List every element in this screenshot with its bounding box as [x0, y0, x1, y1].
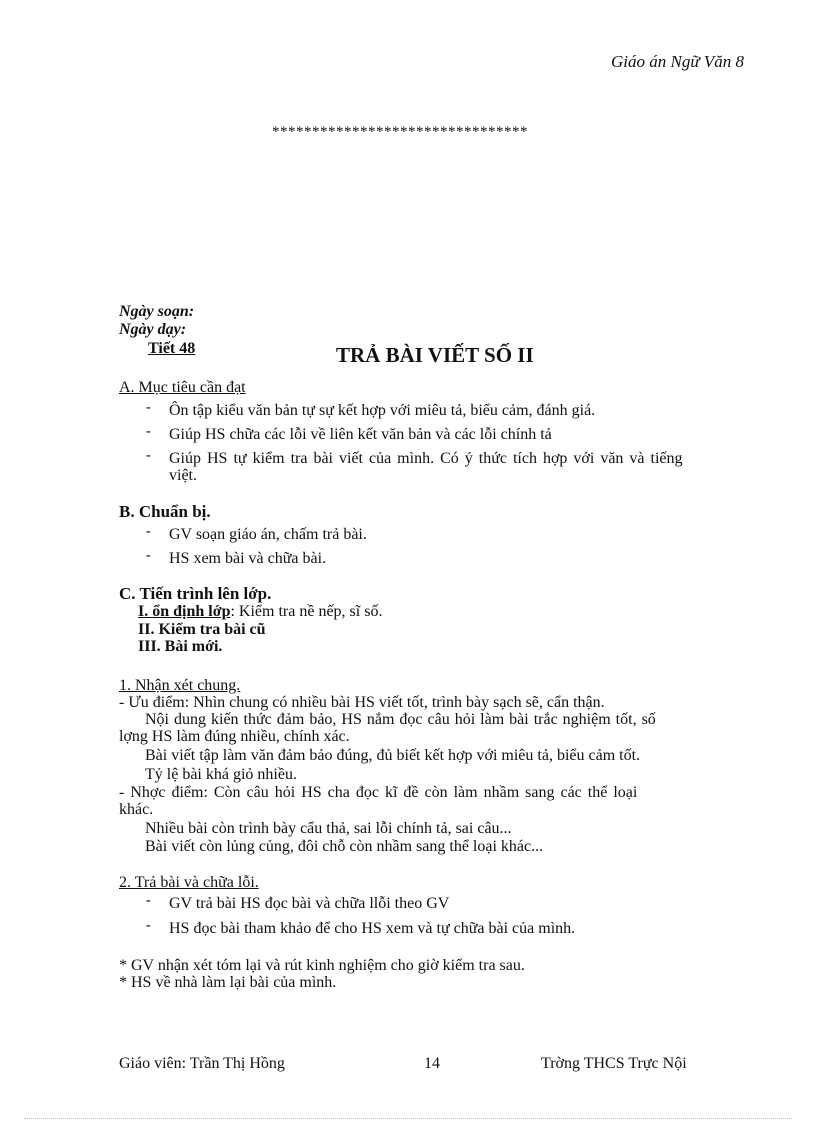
list-item: HS xem bài và chữa bài. — [169, 550, 327, 567]
text-line: - Ưu điểm: Nhìn chung có nhiều bài HS viết tốt, trình bày sạch sẽ, cẩn thận. — [119, 694, 605, 711]
bullet-dash: - — [146, 893, 151, 908]
text-line: Tỷ lệ bài khá giỏ nhiều. — [145, 766, 297, 783]
text-line: lợng HS làm đúng nhiều, chính xác. — [119, 728, 350, 745]
tiet-label: Tiết 48 — [148, 340, 196, 357]
on-dinh-lop-line — [138, 603, 382, 620]
page-bottom-divider — [24, 1118, 792, 1119]
bullet-dash: - — [146, 448, 151, 463]
footer-school: Trờng THCS Trực Nội — [541, 1055, 687, 1072]
separator-stars: ******************************** — [272, 124, 528, 140]
on-dinh-lop-text: : Kiểm tra nề nếp, sĩ số. — [230, 603, 383, 620]
list-item: Giúp HS chữa các lỗi về liên kết văn bản và các lỗi chính tả — [169, 426, 552, 443]
part2-heading: 2. Trả bài và chữa lỗi. — [119, 874, 259, 891]
on-dinh-lop-label: I. ổn định lớp — [138, 603, 231, 620]
bullet-dash: - — [146, 524, 151, 539]
section-c-heading: C. Tiến trình lên lớp. — [119, 584, 272, 603]
bai-moi: III. Bài mới. — [138, 638, 223, 655]
section-b-heading: B. Chuẩn bị. — [119, 502, 211, 521]
footer-page-number: 14 — [424, 1055, 440, 1072]
kiem-tra-bai-cu: II. Kiểm tra bài cũ — [138, 621, 266, 638]
section-a-heading: A. Mục tiêu cần đạt — [119, 379, 246, 396]
text-line: - Nhợc điểm: Còn câu hỏi HS cha đọc kĩ đề còn làm nhầm sang các thể loại — [119, 784, 638, 801]
bullet-dash: - — [146, 400, 151, 415]
page-header: Giáo án Ngữ Văn 8 — [611, 52, 744, 71]
bullet-dash: - — [146, 424, 151, 439]
list-item: Ôn tập kiểu văn bản tự sự kết hợp với miêu tả, biểu cảm, đánh giá. — [169, 402, 596, 419]
note-line: * HS về nhà làm lại bài của mình. — [119, 974, 337, 991]
footer-teacher: Giáo viên: Trần Thị Hồng — [119, 1055, 285, 1072]
list-item: GV soạn giáo án, chấm trả bài. — [169, 526, 367, 543]
bullet-dash: - — [146, 918, 151, 933]
part1-heading: 1. Nhận xét chung. — [119, 677, 241, 694]
bullet-dash: - — [146, 548, 151, 563]
text-line: Nhiều bài còn trình bày cẩu thả, sai lỗi chính tả, sai câu... — [145, 820, 512, 837]
ngay-day-label: Ngày dạy: — [119, 321, 187, 338]
text-line: Bài viết còn lủng củng, đôi chỗ còn nhầm sang thể loại khác... — [145, 838, 544, 855]
document-title: TRẢ BÀI VIẾT SỐ II — [336, 343, 534, 367]
text-line: khác. — [119, 801, 154, 818]
list-item-continuation: việt. — [169, 467, 197, 484]
list-item: GV trả bài HS đọc bài và chữa llỗi theo GV — [169, 895, 450, 912]
list-item: HS đọc bài tham khảo để cho HS xem và tự chữa bài của mình. — [169, 920, 576, 937]
list-item: Giúp HS tự kiểm tra bài viết của mình. Có ý thức tích hợp với văn và tiếng — [169, 450, 683, 467]
ngay-soan-label: Ngày soạn: — [119, 303, 195, 320]
text-line: Nội dung kiến thức đảm bảo, HS nắm đọc câu hỏi làm bài trắc nghiệm tốt, số — [145, 711, 656, 728]
note-line: * GV nhận xét tóm lại và rút kinh nghiệm cho giờ kiểm tra sau. — [119, 957, 525, 974]
text-line: Bài viết tập làm văn đảm bảo đúng, đủ biết kết hợp với miêu tả, biểu cảm tốt. — [145, 747, 641, 764]
